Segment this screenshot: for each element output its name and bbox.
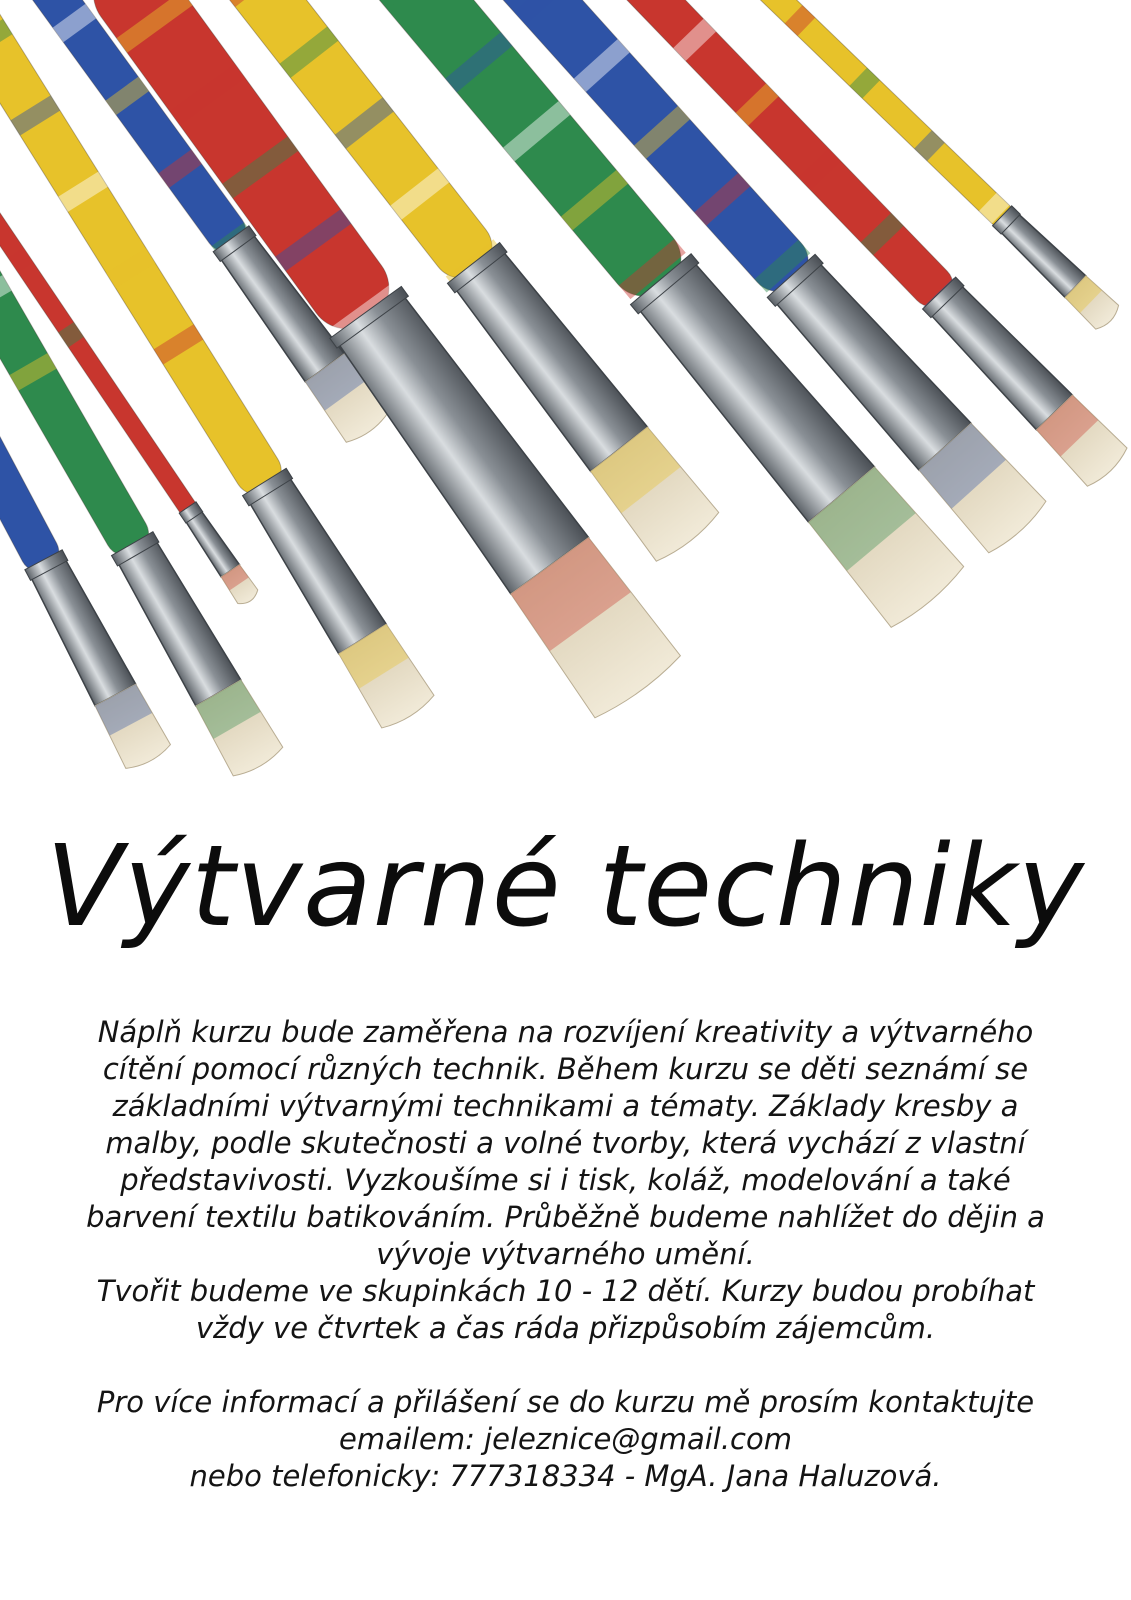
description-line: Náplň kurzu bude zaměřena na rozvíjení kreativity a výtvarného [97, 1015, 1034, 1049]
description-line: Tvořit budeme ve skupinkách 10 - 12 dětí. Kurzy budou probíhat [96, 1274, 1035, 1308]
paragraph-gap [40, 1347, 1091, 1384]
paint-brush [667, 0, 1122, 333]
contact-phone: nebo telefonicky: 777318334 - MgA. Jana Haluzová. [189, 1459, 942, 1493]
page-title: Výtvarné techniky [46, 822, 1085, 952]
description-line: představivosti. Vyzkoušíme si i tisk, koláž, modelování a také [120, 1163, 1011, 1197]
description-line: malby, podle skutečnosti a volné tvorby, která vychází z vlastní [105, 1126, 1026, 1160]
contact-email: emailem: jeleznice@gmail.com [339, 1422, 792, 1456]
description-line: vždy ve čtvrtek a čas ráda přizpůsobím zájemcům. [195, 1311, 936, 1345]
description-line: barvení textilu batikováním. Průběžně budeme nahlížet do dějin a [86, 1200, 1045, 1234]
description-line: vývoje výtvarného umění. [376, 1237, 755, 1271]
description-line: cítění pomocí různých technik. Během kurzu se děti seznámí se [102, 1052, 1029, 1086]
contact-line: Pro více informací a přilášení se do kurzu mě prosím kontaktujte [96, 1385, 1035, 1419]
course-description [40, 1014, 1091, 1495]
description-line: základními výtvarnými technikami a tématy. Základy kresby a [112, 1089, 1019, 1123]
